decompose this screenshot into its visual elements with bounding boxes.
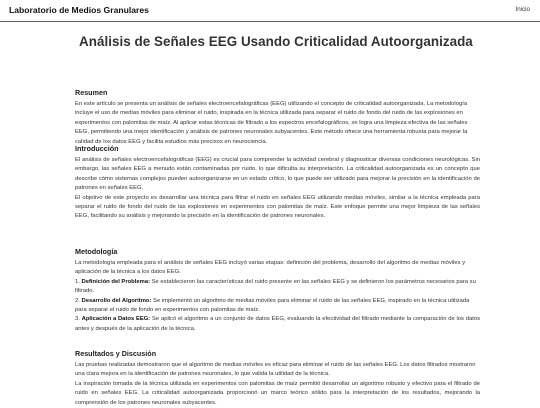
paragraph: La inspiración tomada de la técnica utilizada en experimentos con palomitas de maíz permitió desarrollar un algoritmo robusto y efectivo para el filtrado de ruido en señales EEG. La criticalidad autoorganizada proporcionó un marco teórico sólido para la interpretación de los resultados, mejorando la comprensión de los patrones neuronales subyacentes. [75, 380, 480, 406]
paragraph: El análisis de señales electroencefalográficas (EEG) es crucial para comprender la actividad cerebral y diagnosticar diversas condiciones neurológicas. Sin embargo, las señales EEG a menudo están contaminadas por ruido, lo que dificulta su interpretación. La criticalidad autoorganizada es un concepto que describe cómo sistemas complejos pueden autoorganizarse en un estado crítico, lo que puede ser utilizado para mejorar la precisión en la identificación de patrones en señales EEG. [75, 157, 480, 192]
section-resumen [75, 88, 480, 147]
paragraph: El objetivo de este proyecto es desarrollar una técnica para filtrar el ruido en señales EEG utilizando medias móviles, similar a la técnica empleada para separar el ruido de fondo del ruido de las explosiones en experimentos con palomitas de maíz. Este enfoque permite una mejor limpieza de las señales EEG, facilitando su análisis y mejorando la precisión en la identificación de patrones neuronales. [75, 194, 480, 220]
section-metodologia [75, 247, 480, 334]
item-label: Desarrollo del Algoritmo: [81, 297, 152, 304]
paragraph: Las pruebas realizadas demostraron que el algoritmo de medias móviles es eficaz para eliminar el ruido de las señales EEG. Los datos filtrados mostraron una clara mejora en la identificación de patrones neuronales, lo que valida la utilidad de la técnica. [75, 362, 476, 378]
section-heading: Introducción [75, 144, 119, 153]
paragraph: La metodología empleada para el análisis de señales EEG incluyó varias etapas: definición del problema, desarrollo del algoritmo de medias móviles y aplicación de la técnica a los datos EEG. [75, 260, 466, 276]
item-label: Definición del Problema: [81, 278, 151, 285]
section-resultados [75, 349, 480, 408]
list-item [75, 297, 480, 316]
article [75, 21, 480, 406]
item-label: Aplicación a Datos EEG: [81, 316, 151, 323]
item-number: 1. [75, 278, 80, 285]
section-heading: Resultados y Discusión [75, 349, 157, 358]
section-introduccion [75, 144, 480, 222]
paragraph: En este artículo se presenta un análisis de señales electroencefalográficas (EEG) utilizando el concepto de criticalidad autoorganizada. La metodología incluye el uso de medias móviles para eliminar el ruido, inspirada en la técnica utilizada para separar el ruido de fondo del ruido de las explosiones en experimentos con palomitas de maíz. Al aplicar estas técnicas de filtrado a los espectros encefalográficos, se logra una limpieza efectiva de las señales EEG, permitiendo una mejor identificación y análisis de patrones neuronales subyacentes. Este método ofrece una herramienta robusta para mejorar la calidad de los datos EEG y facilita estudios más precisos en neurociencia. [75, 101, 468, 145]
section-heading: Resumen [75, 88, 108, 97]
list-item [75, 278, 480, 297]
item-text: Se aplicó el algoritmo a un conjunto de datos EEG, evaluando la efectividad del filtrado mediante la comparación de los datos antes y después de la aplicación de la técnica. [75, 316, 480, 332]
top-navbar [0, 0, 540, 22]
item-text: Se establecieron las características del ruido presente en las señales EEG y se definieron los parámetros necesarios para su filtrado. [75, 278, 476, 295]
nav-link-home[interactable]: Inicio [515, 6, 530, 13]
page-title: Análisis de Señales EEG Usando Criticalidad Autoorganizada [79, 34, 473, 49]
item-number: 2. [75, 297, 80, 304]
list-item [75, 315, 480, 334]
item-number: 3. [75, 316, 80, 323]
item-text: Se implementó un algoritmo de medias móviles para eliminar el ruido de las señales EEG, inspirado en la técnica utilizada para separar el ruido de fondo en experimentos con palomitas de maíz. [75, 297, 470, 314]
site-brand[interactable]: Laboratorio de Medios Granulares [9, 5, 149, 15]
section-heading: Metodología [75, 247, 118, 256]
